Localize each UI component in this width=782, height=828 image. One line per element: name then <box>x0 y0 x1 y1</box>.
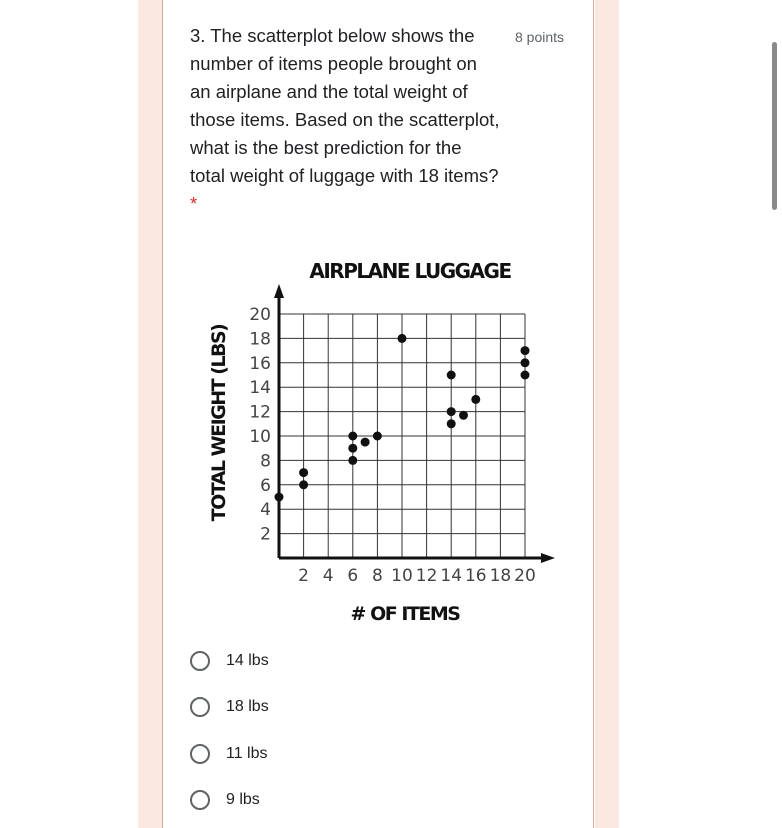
x-tick-label: 8 <box>371 566 383 586</box>
option-14-lbs[interactable] <box>190 648 269 674</box>
data-point <box>447 407 456 416</box>
chart-axes <box>274 284 555 563</box>
page-band-left <box>138 0 162 828</box>
data-point <box>521 371 530 380</box>
option-label: 14 lbs <box>226 652 269 669</box>
y-tick-label: 16 <box>249 353 271 374</box>
radio-button[interactable] <box>190 651 210 671</box>
option-11-lbs[interactable] <box>190 741 268 767</box>
y-tick-label: 20 <box>249 305 271 325</box>
option-label: 18 lbs <box>226 698 269 715</box>
page-band-right <box>595 0 619 828</box>
x-tick-label: 16 <box>464 566 487 586</box>
chart-title: AIRPLANE LUGGAGE <box>309 259 511 283</box>
data-point <box>373 432 382 441</box>
y-tick-label: 8 <box>260 451 271 472</box>
data-point <box>447 371 456 380</box>
x-tick-label: 6 <box>347 566 359 586</box>
y-tick-label: 14 <box>249 378 271 399</box>
radio-button[interactable] <box>190 697 210 717</box>
data-point <box>471 395 480 404</box>
data-point <box>361 438 370 447</box>
data-point <box>398 334 407 343</box>
y-tick-label: 10 <box>249 427 271 447</box>
y-tick-label: 6 <box>260 475 271 496</box>
data-point <box>299 480 308 489</box>
option-label: 9 lbs <box>226 791 260 808</box>
radio-button[interactable] <box>190 744 210 764</box>
question-title <box>190 22 500 218</box>
data-point <box>348 444 357 453</box>
page-background <box>0 0 138 828</box>
option-label: 11 lbs <box>226 745 268 762</box>
option-9-lbs[interactable] <box>190 787 260 813</box>
data-point <box>348 432 357 441</box>
data-point <box>521 358 530 367</box>
y-axis-arrow <box>274 284 284 298</box>
required-asterisk: * <box>190 193 198 214</box>
data-point <box>299 468 308 477</box>
data-point <box>275 493 284 502</box>
chart-x-axis-label: # OF ITEMS <box>350 603 460 625</box>
data-point <box>459 411 468 420</box>
x-tick-label: 20 <box>514 566 536 586</box>
y-tick-label: 18 <box>249 329 271 350</box>
y-tick-label: 2 <box>260 524 271 545</box>
chart-tick-labels <box>249 305 535 586</box>
x-tick-label: 14 <box>440 566 463 586</box>
data-point <box>521 346 530 355</box>
chart-y-axis-label: TOTAL WEIGHT (LBS) <box>208 324 230 522</box>
data-point <box>348 456 357 465</box>
x-tick-label: 10 <box>391 566 413 586</box>
scatterplot-chart <box>195 240 565 640</box>
question-text: 3. The scatterplot below shows the number of items people brought on an airplane and the total weight of those items. Based on the scatterplot, what is the best prediction for the total weight of luggage with 18 items? <box>190 25 500 186</box>
x-tick-label: 2 <box>298 566 310 586</box>
chart-grid <box>279 314 525 558</box>
data-point <box>447 419 456 428</box>
x-tick-label: 12 <box>415 566 438 586</box>
option-18-lbs[interactable] <box>190 694 269 720</box>
y-tick-label: 12 <box>249 402 271 423</box>
points-label: 8 points <box>515 29 565 45</box>
x-tick-label: 18 <box>489 566 512 586</box>
x-tick-label: 4 <box>322 566 334 586</box>
radio-button[interactable] <box>190 790 210 810</box>
scrollbar-thumb[interactable] <box>772 42 777 210</box>
x-axis-arrow <box>541 553 555 563</box>
y-tick-label: 4 <box>260 500 271 521</box>
